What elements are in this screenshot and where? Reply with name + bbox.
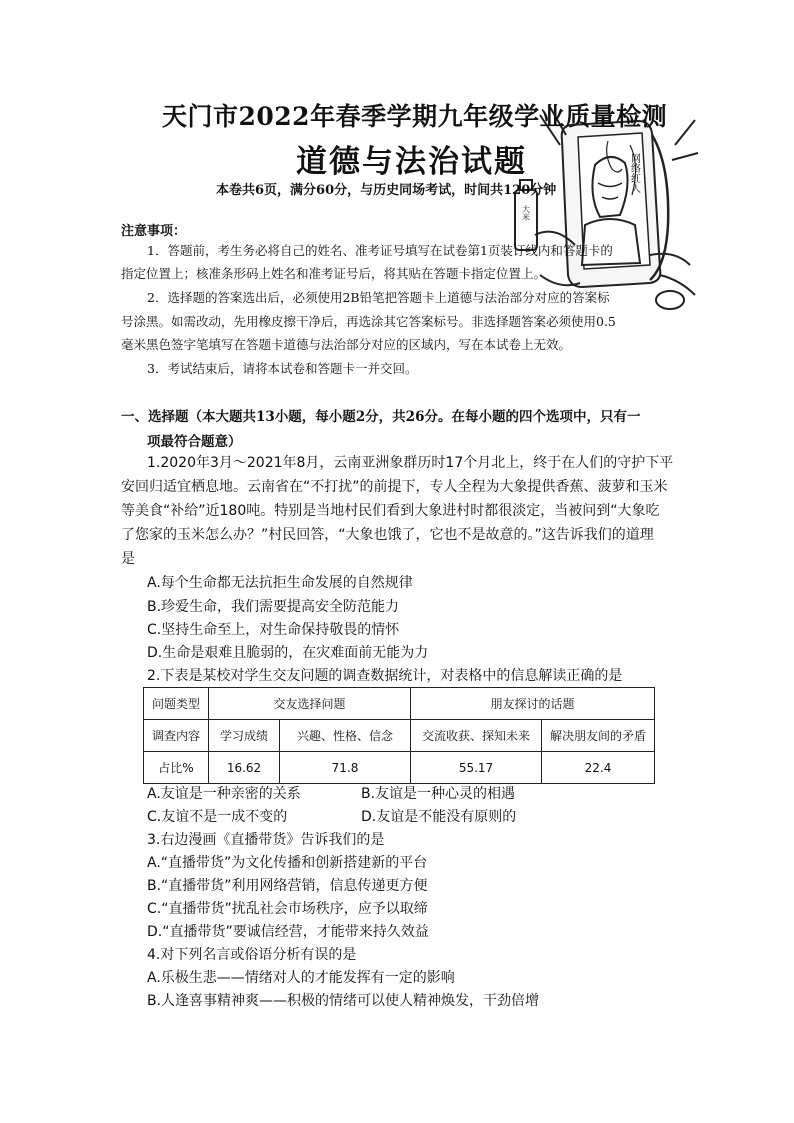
- notice-line: 2．选择题的答案选出后，必须使用2B铅笔把答题卡上道德与法治部分对应的答案标: [147, 290, 610, 305]
- table-cell: 朋友探讨的话题: [411, 688, 655, 720]
- q1-stem-line: 了您家的玉米怎么办？”村民回答，“大象也饿了，它也不是故意的。”这告诉我们的道理: [121, 527, 654, 543]
- table-cell: 22.4: [542, 752, 655, 784]
- q3-option-b: B.“直播带货”利用网络营销，信息传递更方便: [147, 878, 428, 894]
- table-cell: 交流收获、探知未来: [411, 720, 542, 752]
- notice-line: 1．答题前，考生务必将自己的姓名、准考证号填写在试卷第1页装订线内和答题卡的: [147, 243, 613, 258]
- q3-option-a: A.“直播带货”为文化传播和创新搭建新的平台: [147, 855, 428, 871]
- table-cell: 学习成绩: [209, 720, 280, 752]
- q4-option-a: A.乐极生悲——情绪对人的才能发挥有一定的影响: [147, 970, 455, 986]
- exam-title: 天门市2022年春季学期九年级学业质量检测: [162, 102, 668, 131]
- q4-option-b: B.人逢喜事精神爽——积极的情绪可以使人精神焕发，干劲倍增: [147, 993, 540, 1009]
- table-cell: 71.8: [280, 752, 411, 784]
- q3-option-d: D.“直播带货”要诚信经营，才能带来持久效益: [147, 924, 429, 940]
- table-cell: 调查内容: [144, 720, 209, 752]
- survey-table: [143, 687, 655, 784]
- notice-line: 3．考试结束后，请将本试卷和答题卡一并交回。: [147, 361, 418, 376]
- table-cell: 交友选择问题: [209, 688, 411, 720]
- q1-option-a: A.每个生命都无法抗拒生命发展的自然规律: [147, 575, 413, 591]
- exam-info: 本卷共6页，满分60分，与历史同场考试，时间共120分钟: [216, 183, 557, 198]
- table-cell: 解决朋友间的矛盾: [542, 720, 655, 752]
- notice-heading: 注意事项：: [121, 224, 187, 239]
- section-heading-cont: 项最符合题意）: [147, 434, 242, 450]
- phone-caption: 网络红人: [628, 153, 640, 193]
- q2-option-a: A.友谊是一种亲密的关系: [147, 786, 301, 802]
- q2-option-d: D.友谊是不能没有原则的: [361, 809, 517, 825]
- q1-stem-line: 等美食“补给”近180吨。特别是当地村民们看到大象进村时都很淡定，当被问到“大象吃: [121, 503, 660, 519]
- table-cell: 占比%: [144, 752, 209, 784]
- subject-title: 道德与法治试题: [296, 144, 527, 180]
- bottle-label: 大米: [521, 205, 531, 221]
- q4-stem: 4.对下列名言或俗语分析有误的是: [147, 947, 357, 963]
- q1-stem-line: 1.2020年3月～2021年8月，云南亚洲象群历时17个月北上，终于在人们的守护下平: [147, 455, 674, 471]
- table-cell: 问题类型: [144, 688, 209, 720]
- q3-option-c: C.“直播带货”扰乱社会市场秩序，应予以取缔: [147, 901, 428, 917]
- q2-option-c: C.友谊不是一成不变的: [147, 809, 288, 825]
- section-heading: 一、选择题（本大题共13小题，每小题2分，共26分。在每小题的四个选项中，只有一: [121, 409, 641, 425]
- table-cell: 兴趣、性格、信念: [280, 720, 411, 752]
- notice-line: 指定位置上；核准条形码上姓名和准考证号后，将其贴在答题卡指定位置上。: [121, 266, 547, 281]
- notice-line: 毫米黑色签字笔填写在答题卡道德与法治部分对应的区域内，写在本试卷上无效。: [121, 337, 572, 352]
- q1-option-b: B.珍爱生命，我们需要提高安全防范能力: [147, 599, 400, 615]
- notice-line: 号涂黑。如需改动，先用橡皮擦干净后，再选涂其它答案标号。非选择题答案必须使用0.5: [121, 314, 616, 329]
- table-row: [144, 752, 655, 784]
- table-row: [144, 720, 655, 752]
- q3-stem: 3.右边漫画《直播带货》告诉我们的是: [147, 832, 385, 848]
- q1-option-d: D.生命是艰难且脆弱的，在灾难面前无能为力: [147, 645, 429, 661]
- table-cell: 16.62: [209, 752, 280, 784]
- q1-stem-line: 安回归适宜栖息地。云南省在“不打扰”的前提下，专人全程为大象提供香蕉、菠萝和玉米: [121, 479, 668, 495]
- table-cell: 55.17: [411, 752, 542, 784]
- q2-option-b: B.友谊是一种心灵的相遇: [361, 786, 516, 802]
- q2-stem: 2.下表是某校对学生交友问题的调查数据统计，对表格中的信息解读正确的是: [147, 668, 623, 684]
- q1-option-c: C.坚持生命至上，对生命保持敬畏的情怀: [147, 622, 400, 638]
- table-row: [144, 688, 655, 720]
- q1-stem-line: 是: [121, 551, 135, 567]
